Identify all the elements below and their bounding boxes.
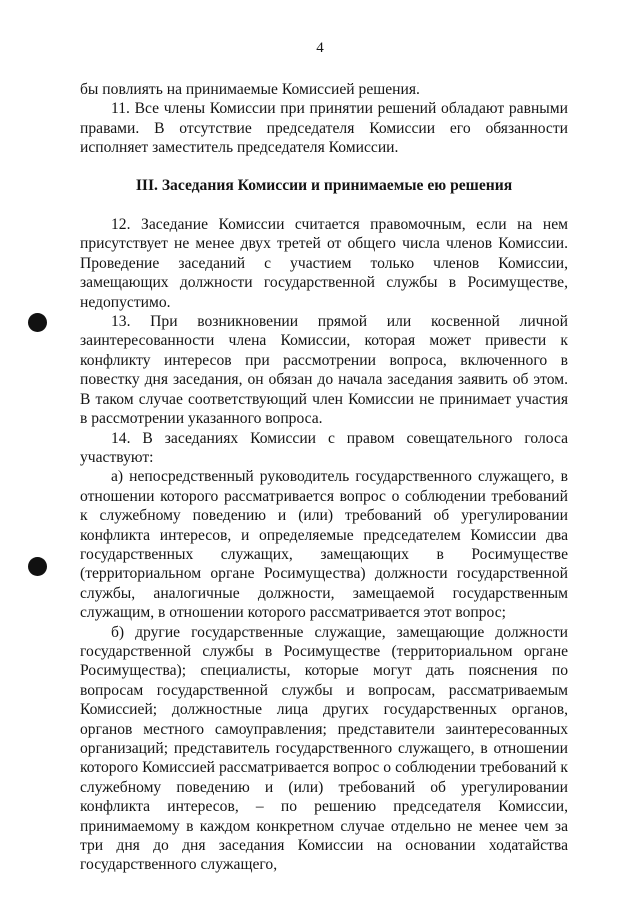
paragraph-13: 13. При возникновении прямой или косвенной личной заинтересованности члена Комиссии, которая может привести к конфликту интересов при рассмотрении вопроса, включенного в повестку дня заседания, он обязан до начала заседания заявить об этом. В таком случае соответствующий член Комиссии не принимает участия в рассмотрении указанного вопроса. (80, 313, 568, 428)
paragraph-14a: а) непосредственный руководитель государственного служащего, в отношении которого рассматривается вопрос о соблюдении требований к служебному поведению и (или) требований об урегулировании конфликта интересов, и определяемые председателем Комиссии два государственных служащих, замещающих в Росимуществе (территориальном органе Росимущества) должности государственной службы, аналогичные должности, замещаемой государственным служащим, в отношении которого рассматривается этот вопрос; (80, 468, 568, 622)
paragraph-14b: б) другие государственные служащие, замещающие должности государственной службы в Росимуществе (территориальном органе Росимущества); специалисты, которые могут дать пояснения по вопросам государственной службы и вопросам, рассматриваемым Комиссией; должностные лица других государственных органов, органов местного самоуправления; представители заинтересованных организаций; представитель государственного служащего, в отношении которого Комиссией рассматривается вопрос о соблюдении требований к служебному поведению и (или) требований об урегулировании конфликта интересов, – по решению председателя Комиссии, принимаемому в каждом конкретном случае отдельно не менее чем за три дня до дня заседания Комиссии на основании ходатайства государственного служащего, (80, 623, 568, 874)
paragraph-14: 14. В заседаниях Комиссии с правом совещательного голоса участвуют: (80, 429, 568, 466)
page-number: 4 (316, 40, 324, 56)
paragraph-11: 11. Все члены Комиссии при принятии решений обладают равными правами. В отсутствие председателя Комиссии его обязанности исполняет заместитель председателя Комиссии. (80, 100, 568, 157)
punch-hole (28, 313, 47, 332)
section-title: III. Заседания Комиссии и принимаемые ею решения (135, 176, 513, 194)
punch-hole (28, 557, 47, 576)
paragraph-continuation: бы повлиять на принимаемые Комиссией решения. (80, 81, 420, 98)
paragraph-12: 12. Заседание Комиссии считается правомочным, если на нем присутствует не менее двух третей от общего числа членов Комиссии. Проведение заседаний с участием только членов Комиссии, замещающих должности государственной службы в Росимуществе, недопустимо. (80, 216, 568, 311)
document-body (80, 80, 568, 875)
